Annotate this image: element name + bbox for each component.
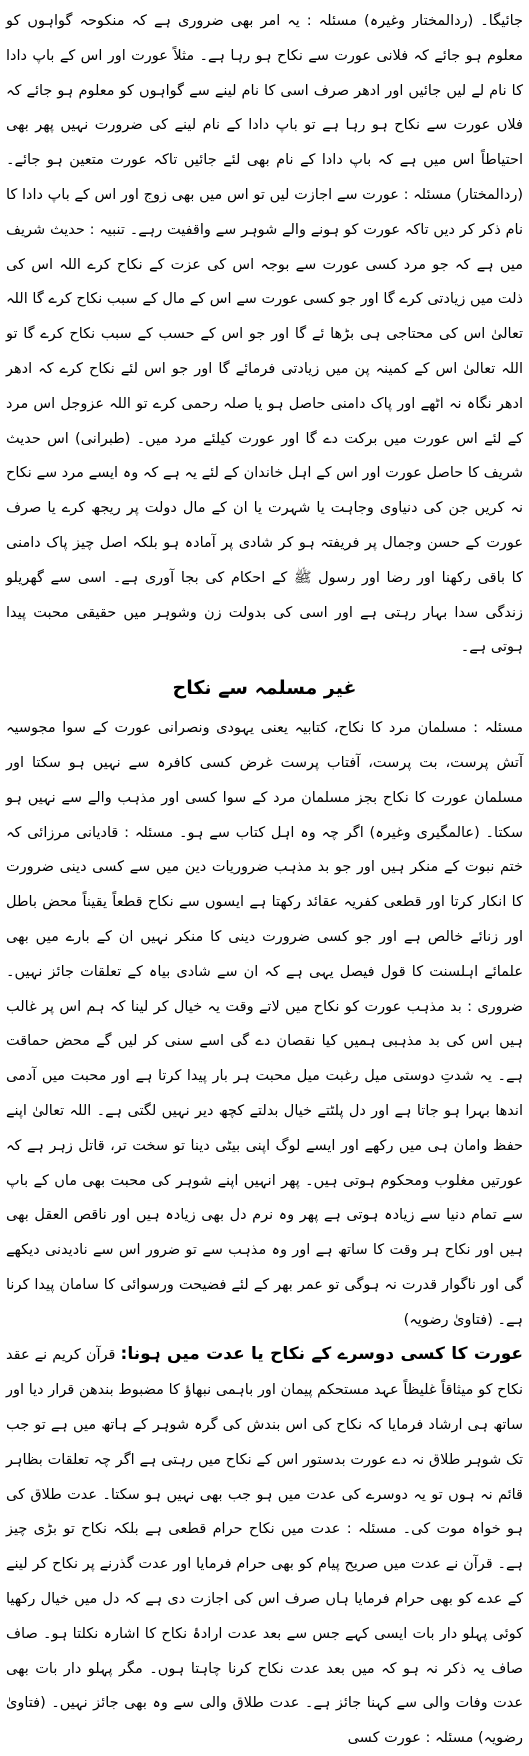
inline-section-heading: عورت کا کسی دوسرے کے نکاح یا عدت میں ہونا: — [120, 1344, 524, 1365]
paragraph-iddat-text: قرآن کریم نے عقد نکاح کو میثاقاً غلیظاً عہد مستحکم پیمان اور باہمی نبھاؤ کا مضبوط بندھن قرار دیا اور ساتھ ہی ارشاد فرمایا کہ نکاح کی اس بندش کی گرہ شوہر کے ہاتھ میں ہے تو جب تک شوہر طلاق نہ دے عورت بدستور اس کے نکاح میں رہتی ہے اگر چہ تعلقات بظاہر قائم نہ ہوں تو یہ دوسرے کی عدت میں ہو جب بھی نہیں ہو سکتا۔ عدت طلاق کی ہو خواہ موت کی۔ مسئلہ : عدت میں نکاح حرام قطعی ہے بلکہ نکاح تو بڑی چیز ہے۔ قرآن نے عدت میں صریح پیام کو بھی حرام فرمایا اور عدت گذرنے پر نکاح کر لینے کے عدے کو بھی حرام فرمایا ہاں صرف اس کی اجازت دی ہے کہ دل میں خیال رکھیا کوئی پہلو دار بات ایسی کہے جس سے بعد عدت ارادۂ نکاح کا اشارہ نکلتا ہو۔ صاف صاف یہ ذکر نہ ہو کہ میں بعد عدت نکاح کرنا چاہتا ہوں۔ مگر پہلو دار بات بھی عدت وفات والی سے کہنا جائز ہے۔ عدت طلاق والی سے وہ بھی جائز نہیں۔ (فتاویٰ رضویہ) مسئلہ : عورت کسی — [6, 1347, 523, 1747]
paragraph-iddat — [6, 1337, 523, 1756]
paragraph-opening: جائیگا۔ (ردالمختار وغیرہ) مسئلہ : یہ امر بھی ضروری ہے کہ منکوحہ گواہوں کو معلوم ہو جائے کہ فلانی عورت سے نکاح ہو رہا ہے۔ مثلاً عورت اور اس کے باپ دادا کا نام لے لیں جائیں اور ادھر صرف اسی کا نام لینے سے گواہوں کو معلوم ہو جائے کہ فلاں عورت سے نکاح ہو رہا ہے تو باپ دادا کے نام لینے کی ضرورت نہیں پھر بھی احتیاطاً اس میں ہے کہ باپ دادا کے نام بھی لئے جائیں تاکہ عورت متعین ہو جائے۔ (ردالمختار) مسئلہ : عورت سے اجازت لیں تو اس میں بھی زوج اور اس کے باپ دادا کا نام ذکر کر دیں تاکہ عورت کو ہونے والے شوہر سے واقفیت رہے۔ تنبیہ : حدیث شریف میں ہے کہ جو مرد کسی عورت سے بوجہ اس کی عزت کے نکاح کرے اللہ اس کی ذلت میں زیادتی کرے گا اور جو کسی عورت سے اس کے مال کے سبب نکاح کرے گا اللہ تعالیٰ اس کی محتاجی ہی بڑھا ئے گا اور جو اس کے حسب کے سبب نکاح کرے گا تو اللہ تعالیٰ اس کے کمینہ پن میں زیادتی فرمائے گا اور جو اس لئے نکاح کرے کہ ادھر ادھر نگاہ نہ اٹھے اور پاک دامنی حاصل ہو یا صلہ رحمی کرے تو اللہ عزوجل اس مرد کے لئے اس عورت میں برکت دے گا اور عورت کیلئے مرد میں۔ (طبرانی) اس حدیث شریف کا حاصل عورت اور اس کے اہل خاندان کے لئے یہ ہے کہ وہ ایسے مرد سے نکاح نہ کریں جن کی دنیاوی وجاہت یا شہرت یا ان کے مال دولت پر ریجھ کرے یا صرف عورت کے حسن وجمال پر فریفتہ ہو کر شادی پر آمادہ ہو بلکہ اصل چیز پاک دامنی کا باقی رکھنا اور رضا اور رسول ﷺ کے احکام کی بجا آوری ہے۔ اسی سے گھریلو زندگی سدا بہار رہتی ہے اور اسی کی بدولت زن وشوہر میں حقیقی محبت پیدا ہوتی ہے۔ — [6, 13, 523, 656]
paragraph-non-muslim-marriage: مسئلہ : مسلمان مرد کا نکاح، کتابیہ یعنی یہودی ونصرانی عورت کے سوا مجوسیہ آتش پرست، بت پرست، آفتاب پرست غرض کسی کافرہ سے نہیں ہو سکتا اور مسلمان عورت کا نکاح بجز مسلمان مرد کے سوا کسی اور مذہب والے سے نہیں ہو سکتا۔ (عالمگیری وغیرہ) اگر چہ وہ اہل کتاب سے ہو۔ مسئلہ : قادیانی مرزائی کہ ختم نبوت کے منکر ہیں اور جو بد مذہب ضروریات دین میں سے کسی دینی ضرورت کا انکار کرتا اور قطعی کفریہ عقائد رکھتا ہے ایسوں سے نکاح قطعاً یقیناً محض باطل اور زنائے خالص ہے اور جو کسی ضرورت دینی کا منکر نہیں ان کے بارے میں بھی علمائے اہلسنت کا قول فیصل یہی ہے کہ ان سے شادی بیاہ کے تعلقات جائز نہیں۔ ضروری : بد مذہب عورت کو نکاح میں لاتے وقت یہ خیال کر لینا کہ ہم اس پر غالب ہیں اس کی بد مذہبی ہمیں کیا نقصان دے گی اسے سنی کر لیں گے محض حماقت ہے۔ یہ شدتِ دوستی میل رغبت میل محبت ہر بار پیدا کرتا ہے اور محبت میں آدمی اندھا بہرا ہو جاتا ہے اور دل پلٹتے خیال بدلتے کچھ دیر نہیں لگتی ہے۔ اللہ تعالیٰ اپنے حفظ وامان ہی میں رکھے اور ایسے لوگ اپنی بیٹی دینا تو سخت تر، قاتل زہر ہے کہ عورتیں مغلوب ومحکوم ہوتی ہیں۔ پھر انہیں اپنے شوہر کی محبت بھی ماں کے باپ سے تمام دنیا سے زیادہ ہوتی ہے پھر وہ نرم دل بھی زیادہ ہیں اور ناقص العقل بھی ہیں اور نکاح ہر وقت کا ساتھ ہے اور وہ مذہب سے تو ضرور اس سے نادیدنی دیکھے گی اور ناگوار قدرت نہ ہوگی تو عمر بھر کے لئے فضیحت ورسوائی کا سامان پیدا کرنا ہے۔ (فتاویٰ رضویہ) — [6, 720, 523, 1328]
section-title: غیر مسلمہ سے نکاح — [172, 677, 357, 700]
